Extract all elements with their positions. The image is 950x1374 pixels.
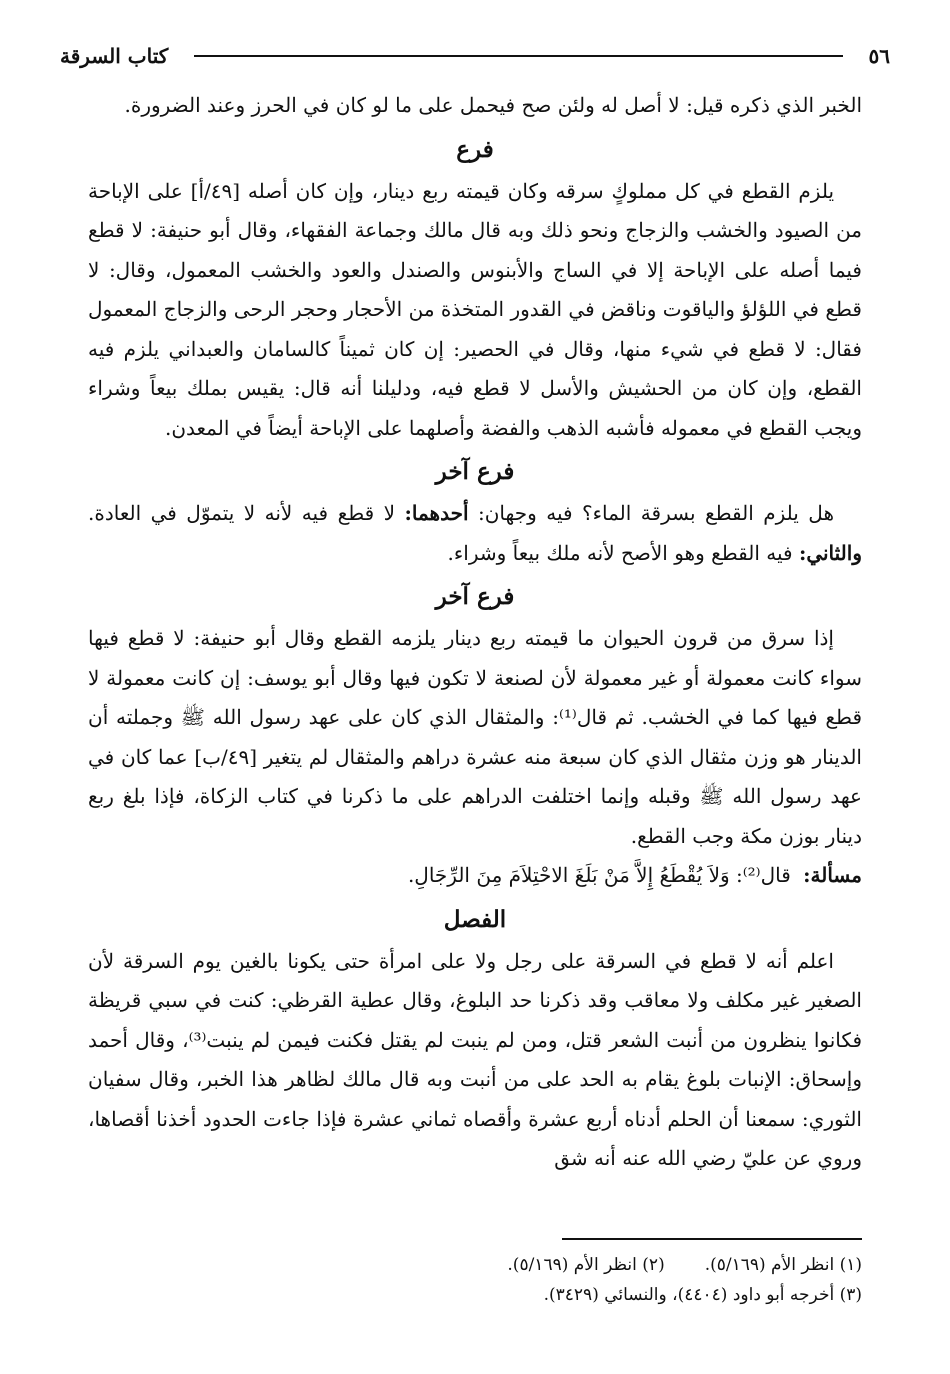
footnote-row-1 (88, 1250, 862, 1280)
main-text (88, 86, 862, 1179)
paragraph-3 (88, 494, 862, 573)
header-rule (194, 55, 842, 57)
masala-line (88, 856, 862, 896)
section-heading-far-akhar-2: فرع آخر (435, 583, 515, 610)
paragraph-1: الخبر الذي ذكره قيل: لا أصل له ولئن صح فيحمل على ما لو كان في الحرز وعند الضرورة. (124, 93, 862, 117)
footnote-1: (١) انظر الأم (٥/١٦٩). (704, 1255, 862, 1275)
paragraph-6: اعلم أنه لا قطع في السرقة على رجل ولا على امرأة حتى يكونا بالغين يوم السرقة لأن الصغير غير مكلف ولا معاقب وقد ذكرنا حد البلوغ، وقال عطية القرظي: كنت في سبي قريظة فكانوا ينظرون من أنبت الشعر قتل، ومن لم ينبت لم يقتل فكنت فيمن لم ينبت⁽³⁾، وقال أحمد وإسحاق: الإنبات بلوغ يقام به الحد على من أنبت وبه قال مالك لظاهر هذا الخبر، وقال سفيان الثوري: سمعنا أن الحلم أدناه أربع عشرة وأقصاه ثماني عشرة فإذا جاءت الحدود أخذنا أقصاها، وروي عن عليّ رضي الله عنه أنه شق (88, 948, 863, 1170)
page-number: ٥٦ (868, 44, 890, 68)
term-second: والثاني: (798, 540, 862, 565)
paragraph-3-text-c: فيه القطع وهو الأصح لأنه ملك بيعاً وشراء. (447, 540, 793, 565)
book-title: كتاب السرقة (60, 44, 169, 68)
paragraph-3-text-a: هل يلزم القطع بسرقة الماء؟ فيه وجهان: (478, 501, 834, 525)
footnotes (88, 1250, 862, 1310)
footnote-3: (٣) أخرجه أبو داود (٤٤٠٤)، والنسائي (٣٤٢٩). (543, 1285, 862, 1305)
section-heading-far: فرع (456, 135, 494, 163)
paragraph-4: إذا سرق من قرون الحيوان ما قيمته ربع دينار يلزمه القطع وقال أبو حنيفة: لا قطع فيها سواء كانت معمولة أو غير معمولة لأن لصنعة لا تكون فيها وقال أبو يوسف: إن كانت معمولة لا قطع فيها كما في الخشب. ثم قال⁽¹⁾: والمثقال الذي كان على عهد رسول الله ﷺ وجملته أن الدينار هو وزن مثقال الذي كان سبعة منه عشرة دراهم والمثقال لم يتغير [٤٩/ب] عما كان في عهد رسول الله ﷺ وقبله وإنما اختلفت الدراهم على ما ذكرنا في كتاب الزكاة، فإذا بلغ ربع دينار بوزن مكة وجب القطع. (88, 626, 862, 848)
section-heading-far-akhar-1: فرع آخر (435, 458, 515, 485)
paragraph-2: يلزم القطع في كل مملوكٍ سرقه وكان قيمته ربع دينار، وإن كان أصله [٤٩/أ] على الإباحة من الصيود والخشب والزجاج ونحو ذلك وبه قال مالك وجماعة الفقهاء، وقال أبو حنيفة: لا قطع فيما أصله على الإباحة إلا في الساج والأبنوس والصندل والعود والخشب المعمول، وقال: لا قطع في اللؤلؤ والياقوت وناقض في القدور المتخذة من الأحجار وحجر الرحى والزجاج المعمول فقال: لا قطع في شيء منها، وقال في الحصير: إن كان ثميناً كالسامان والعبداني يلزم فيه القطع، وإن كان من الحشيش والأسل لا قطع فيه، ودليلنا أنه قال: يقيس بملك بيعاً وشراء ويجب القطع في معموله فأشبه الذهب والفضة وأصلهما على الإباحة أيضاً في المعدن. (88, 178, 862, 440)
term-masala: مسألة: (803, 863, 862, 887)
term-first: أحدهما: (404, 501, 469, 525)
footnote-2: (٢) انظر الأم (٥/١٦٩). (507, 1255, 665, 1275)
paragraph-3-text-b: لا قطع فيه لأنه لا يتموّل في العادة. (88, 501, 396, 525)
masala-text: قال⁽²⁾: وَلاَ يُقْطَعُ إِلاَّ مَنْ بَلَغَ الاحْتِلاَمَ مِنَ الرِّجَالِ. (407, 863, 791, 887)
footnote-row-2 (88, 1280, 862, 1310)
section-heading-fasl: الفصل (443, 905, 507, 933)
footnote-rule (562, 1238, 862, 1240)
running-header (60, 38, 890, 74)
